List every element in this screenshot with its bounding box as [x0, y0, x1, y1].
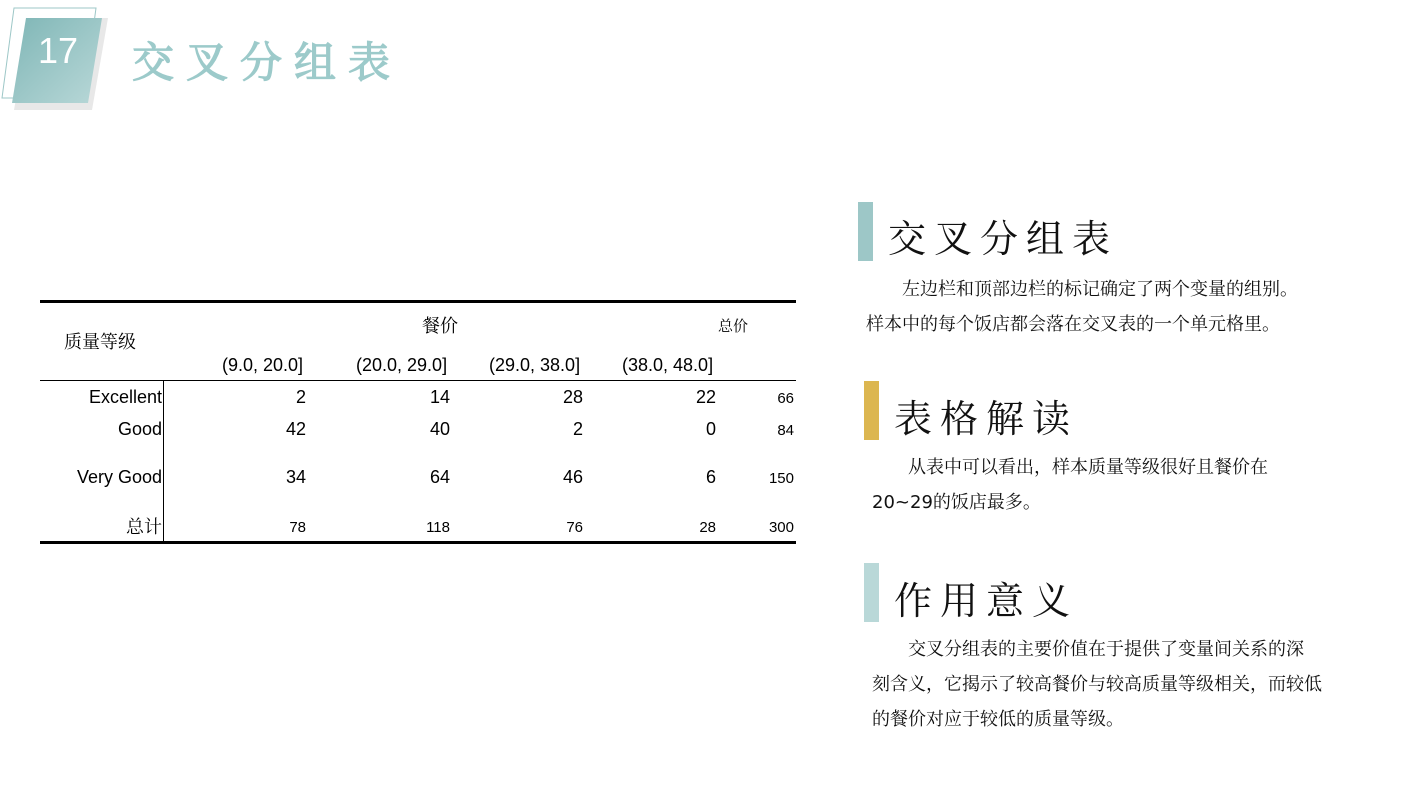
table-cell: 40: [429, 419, 450, 439]
column-header-range: (20.0, 29.0]: [356, 355, 448, 375]
row-total-cell: 84: [777, 422, 794, 439]
section-body: [872, 632, 1322, 737]
table-cell: 46: [562, 467, 583, 487]
table-row-label-divider: [163, 381, 164, 541]
column-total-cell: 78: [289, 519, 306, 536]
row-header-quality: 质量等级: [64, 332, 136, 352]
table-cell: 14: [429, 387, 450, 407]
table-cell: 42: [285, 419, 306, 439]
row-label: Excellent: [88, 387, 162, 407]
section-body-line: 从表中可以看出，样本质量等级很好且餐价在: [872, 457, 1268, 478]
section-body-line: 的餐价对应于较低的质量等级。: [872, 709, 1124, 730]
section-title: 表格解读: [894, 397, 1079, 441]
column-header-total: 总价: [718, 318, 749, 335]
crosstab-table: [40, 300, 796, 545]
column-header-range: (9.0, 20.0]: [222, 355, 304, 375]
section-body: [866, 272, 1298, 342]
section-body-line: 20~29的饭店最多。: [872, 492, 1041, 513]
section-body-line: 样本中的每个饭店都会落在交叉表的一个单元格里。: [866, 314, 1280, 335]
table-cell: 0: [705, 419, 716, 439]
column-total-cell: 118: [426, 519, 450, 536]
row-total-cell: 150: [768, 470, 794, 487]
table-cell: 22: [695, 387, 716, 407]
section-accent-bar: [858, 202, 873, 261]
table-top-rule: [40, 300, 796, 303]
section-title: 作用意义: [894, 579, 1079, 623]
page-number: 17: [37, 30, 79, 71]
row-total-cell: 66: [777, 390, 794, 407]
section-body-line: 交叉分组表的主要价值在于提供了变量间关系的深: [872, 639, 1304, 660]
table-cell: 2: [572, 419, 583, 439]
row-label: Good: [117, 419, 162, 439]
table-cell: 34: [285, 467, 306, 487]
table-cell: 28: [562, 387, 583, 407]
table-cell: 6: [705, 467, 716, 487]
table-bottom-rule: [40, 541, 796, 544]
section-body-line: 左边栏和顶部边栏的标记确定了两个变量的组别。: [866, 279, 1298, 300]
section-accent-bar: [864, 381, 879, 440]
column-total-cell: 76: [566, 519, 583, 536]
column-header-range: (38.0, 48.0]: [622, 355, 714, 375]
column-total-cell: 28: [699, 519, 716, 536]
page-number-badge: [0, 0, 120, 115]
section-title: 交叉分组表: [888, 217, 1119, 261]
section-accent-bar: [864, 563, 879, 622]
table-header-rule: [40, 380, 796, 381]
section-body-line: 刻含义，它揭示了较高餐价与较高质量等级相关，而较低: [872, 674, 1322, 695]
row-label: Very Good: [76, 467, 162, 487]
column-header-range: (29.0, 38.0]: [489, 355, 581, 375]
table-cell: 2: [295, 387, 306, 407]
section-body: [872, 450, 1268, 520]
column-group-price: 餐价: [422, 316, 458, 336]
page-title: 交叉分组表: [132, 38, 403, 87]
grand-total-cell: 300: [768, 519, 794, 536]
table-cell: 64: [429, 467, 450, 487]
totals-label: 总计: [126, 517, 162, 537]
